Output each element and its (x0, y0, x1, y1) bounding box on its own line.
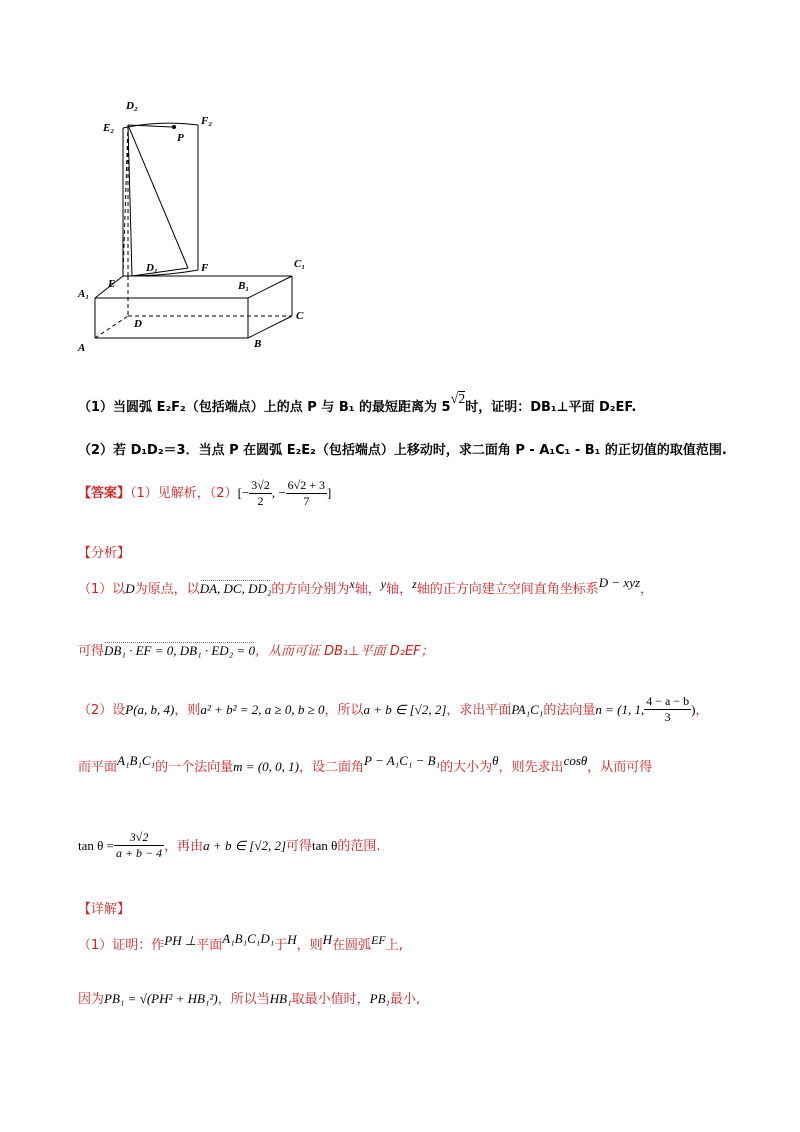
dot-product-equations: DB₁ · EF = 0, DB₁ · ED₂ = 0 (104, 643, 255, 658)
answer-line (78, 478, 331, 509)
coordinate-system: D − xyz (598, 575, 641, 590)
label-E2: E₂ (103, 122, 115, 134)
detail-tag: 【详解】 (78, 902, 131, 917)
label-C1: C₁ (294, 258, 306, 270)
plane-PA1C1: PA₁C₁ (511, 702, 544, 717)
normal-n-fraction: $\frac{4 - a - b}{3}$ (646, 694, 690, 724)
label-F: F (201, 262, 209, 274)
analysis-line-3: （2）设P(a, b, 4)，则a² + b² = 2, a ≥ 0, b ≥ 0，所以a + b ∈ [√2, 2]，求出平面PA₁C₁的法向量n = (1, 1, $\frac{4 - a - b}{3}$ )， (78, 694, 709, 724)
range-ab: a + b ∈ [√2, 2] (363, 702, 447, 717)
prism-diagram (70, 98, 330, 358)
analysis-line-1: （1）以D为原点，以DA, DC, DD₂的方向分别为$^x$轴，$^y$轴，$^z$轴的正方向建立空间直角坐标系$^{D - xyz}$， (78, 575, 654, 597)
label-D2: D₂ (126, 100, 138, 112)
dihedral-angle: P − A₁C₁ − B₁ (364, 753, 441, 768)
condition-ab: a² + b² = 2, a ≥ 0, b ≥ 0 (200, 702, 325, 717)
answer-range-close: ] (327, 485, 332, 500)
label-P: P (177, 132, 184, 144)
plane-A1B1C1: A₁B₁C₁ (117, 753, 156, 768)
analysis-tag: 【分析】 (78, 546, 131, 561)
label-C: C (296, 310, 304, 322)
label-F2: F₂ (201, 115, 213, 127)
origin-D: D (125, 581, 135, 596)
answer-text: （1）见解析，（2） (130, 486, 238, 501)
question-1 (78, 392, 637, 416)
answer-fraction-2: $\frac{6√2 + 3}{7}$ (287, 478, 326, 508)
answer-range-mid: , − (271, 485, 286, 500)
plane-A1B1C1D1: A₁B₁C₁D₁ (222, 931, 275, 946)
geometry-figure (70, 98, 330, 358)
normal-m: m = (0, 0, 1) (233, 759, 299, 774)
answer-fraction-1: $\frac{3√2}{2}$ (251, 478, 270, 508)
question-1-text-a: （1）当圆弧 E₂F₂（包括端点）上的点 P 与 B₁ 的最短距离为 5 (78, 400, 451, 415)
label-A1: A₁ (78, 288, 90, 300)
tan-fraction: $\frac{3√2}{a + b - 4}$ (115, 830, 163, 860)
label-B: B (254, 338, 262, 350)
answer-tag: 【答案】 (78, 486, 131, 501)
question-2: （2）若 D₁D₂＝3．当点 P 在圆弧 E₂E₂（包括端点）上移动时，求二面角 P - A₁C₁ - B₁ 的正切值的取值范围. (78, 443, 727, 458)
detail-line-1: （1）证明：作$^{PH \perp}$平面$^{A_1B_1C_1D_1}$于$^H$，则$^H$在圆弧$^{EF}$上, (78, 931, 403, 953)
tan-theta: tan θ = (78, 838, 114, 853)
analysis-line-4: 而平面$^{A_1B_1C_1}$的一个法向量m = (0, 0, 1)，设二面角$^{P - A_1C_1 - B_1}$的大小为$^\theta$，则先求出$^{cos\theta}$，从而可得 (78, 753, 653, 775)
label-D1: D₁ (146, 262, 158, 274)
label-D: D (134, 318, 142, 330)
pb1-formula: PB₁ = √(PH² + HB₁²) (104, 991, 218, 1006)
basis-vectors: DA, DC, DD₂ (199, 581, 272, 596)
normal-n: n = (1, 1, (595, 702, 645, 717)
question-1-text-b: 时，证明：DB₁⊥平面 D₂EF. (465, 400, 637, 415)
answer-range-open: [− (237, 485, 250, 500)
analysis-line-2: 可得DB₁ · EF = 0, DB₁ · ED₂ = 0，从而可证 DB₁⊥平面 D₂EF； (78, 643, 434, 659)
point-P: P(a, b, 4) (125, 702, 175, 717)
label-E: E (108, 278, 116, 290)
question-1-sqrt: √2 (450, 392, 466, 407)
label-B1: B₁ (238, 280, 250, 292)
analysis-line-5: tan θ = $\frac{3√2}{a + b - 4}$ ，再由a + b ∈ [√2, 2]可得tan θ的范围. (78, 830, 381, 860)
detail-line-2: 因为PB₁ = √(PH² + HB₁²)，所以当HB₁取最小值时，PB₁最小, (78, 991, 421, 1007)
label-A: A (78, 342, 86, 354)
